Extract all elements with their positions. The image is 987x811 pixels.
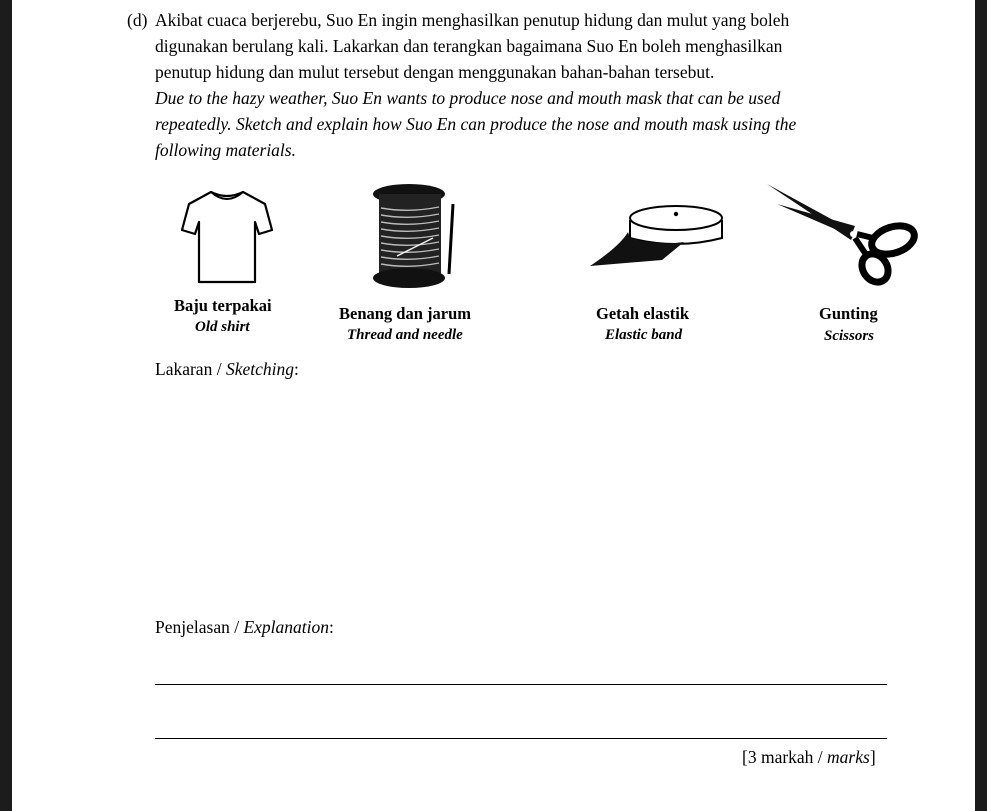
- question-malay-line-2: digunakan berulang kali. Lakarkan dan terangkan bagaimana Suo En boleh menghasilkan: [155, 36, 783, 56]
- question-label: (d): [127, 10, 148, 30]
- marks-label: [3 markah / marks]: [742, 747, 876, 767]
- material-label-english-shirt: Old shirt: [195, 319, 250, 335]
- material-label-malay-scissors: Gunting: [819, 304, 878, 323]
- material-label-english-elastic: Elastic band: [605, 327, 683, 343]
- explanation-heading: Penjelasan / Explanation:: [155, 617, 334, 637]
- material-label-english-thread: Thread and needle: [347, 327, 463, 343]
- worksheet-page: [12, 0, 975, 811]
- question-english-line-1: Due to the hazy weather, Suo En wants to produce nose and mouth mask that can be used: [155, 88, 781, 108]
- scissors-icon: [763, 178, 923, 288]
- question-english-line-2: repeatedly. Sketch and explain how Suo En can produce the nose and mouth mask using the: [155, 114, 797, 134]
- material-label-malay-shirt: Baju terpakai: [174, 296, 272, 315]
- answer-line-1: [155, 684, 887, 685]
- sketch-heading: Lakaran / Sketching:: [155, 359, 299, 379]
- question-english-line-3: following materials.: [155, 140, 296, 160]
- shirt-icon: [179, 186, 275, 288]
- thread-needle-icon: [369, 182, 461, 288]
- question-malay-line-1: Akibat cuaca berjerebu, Suo En ingin menghasilkan penutup hidung dan mulut yang boleh: [155, 10, 790, 30]
- material-label-malay-thread: Benang dan jarum: [339, 304, 472, 323]
- question-malay-line-3: penutup hidung dan mulut tersebut dengan menggunakan bahan-bahan tersebut.: [155, 62, 715, 82]
- elastic-band-icon: [588, 198, 728, 270]
- answer-line-2: [155, 738, 887, 739]
- material-label-english-scissors: Scissors: [824, 328, 875, 344]
- material-label-malay-elastic: Getah elastik: [596, 304, 690, 323]
